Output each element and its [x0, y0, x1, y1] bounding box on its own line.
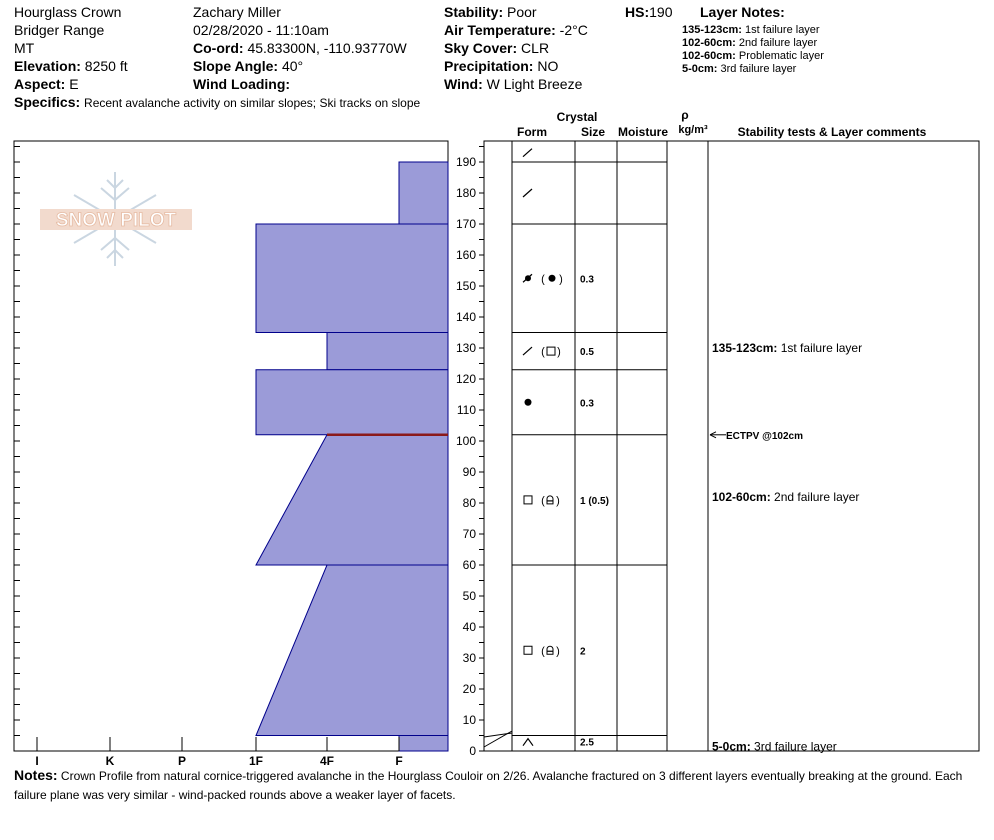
observer-name: Zachary Miller [193, 4, 281, 20]
symbol-square [524, 496, 532, 504]
symbol-square [547, 347, 555, 355]
size-value-2: 0.5 [580, 347, 594, 359]
air-temp-label: Air Temperature: [444, 22, 556, 38]
air-temp-value: -2°C [559, 22, 588, 38]
layer-comment-0 [712, 341, 862, 355]
depth-label-30: 30 [462, 651, 476, 665]
stability-label: Stability: [444, 4, 504, 20]
hardness-layer-1 [256, 224, 448, 333]
layer-comment-text: 3rd failure layer [754, 739, 837, 754]
layer-notes-title: Layer Notes: [700, 4, 785, 20]
hardness-layer-5 [256, 565, 448, 736]
depth-label-100: 100 [455, 434, 476, 448]
notes-section [14, 766, 984, 805]
depth-label-0: 0 [469, 744, 476, 758]
stability-tests-header: Stability tests & Layer comments [737, 125, 927, 139]
depth-axis [456, 141, 484, 758]
form-symbol-1 [523, 273, 563, 285]
moisture-header: Moisture [617, 125, 669, 139]
crystal-header: Crystal [556, 110, 598, 124]
layer-comment-range: 135-123cm: [712, 341, 781, 355]
hardness-label-F: F [395, 754, 403, 766]
elevation-label: Elevation: [14, 58, 81, 74]
hardness-layer-0 [399, 162, 448, 224]
elevation-value: 8250 ft [84, 58, 128, 74]
specifics-label: Specifics: [14, 94, 81, 110]
depth-label-170: 170 [455, 217, 476, 231]
symbol-paren-close: ) [556, 645, 560, 658]
coord-value: 45.83300N, -110.93770W [247, 40, 407, 56]
layer-note-3: 102-60cm: Problematic layer [682, 50, 824, 62]
notes-label: Notes: [14, 767, 58, 783]
range-name: Bridger Range [14, 22, 105, 38]
hardness-layer-6 [399, 736, 448, 752]
depth-label-50: 50 [462, 589, 476, 603]
location-name: Hourglass Crown [14, 4, 122, 20]
symbol-square [524, 646, 532, 654]
size-value-4: 1 (0.5) [580, 495, 609, 507]
hs-label: HS: [625, 4, 650, 20]
symbol-stroke [523, 189, 532, 197]
hardness-layer-4 [256, 435, 448, 565]
logo-text: SNOW PILOT [55, 210, 177, 231]
depth-label-160: 160 [455, 248, 476, 262]
stability-test-label-0: ECTPV @102cm [726, 430, 804, 442]
crystal-table [484, 141, 708, 751]
form-symbol-3 [525, 399, 532, 406]
wind-loading-label: Wind Loading: [193, 76, 291, 92]
aspect-label: Aspect: [14, 76, 66, 92]
aspect-value: E [69, 76, 79, 92]
symbol-stroke [523, 149, 532, 157]
depth-label-190: 190 [455, 155, 476, 169]
size-value-5: 2 [580, 646, 586, 658]
depth-label-150: 150 [455, 279, 476, 293]
layer-comment-1 [712, 490, 859, 504]
form-symbol-2 [523, 346, 561, 358]
depth-label-120: 120 [455, 372, 476, 386]
observation-datetime: 02/28/2020 - 11:10am [193, 22, 329, 38]
form-symbol-extra-1 [523, 189, 532, 197]
sky-value: CLR [521, 40, 550, 56]
density-unit-header: kg/m³ [678, 124, 708, 136]
stability-value: Poor [507, 4, 537, 20]
slope-label: Slope Angle: [193, 58, 279, 74]
form-symbol-5 [524, 645, 560, 657]
symbol-dot [549, 275, 556, 282]
form-symbol-4 [524, 495, 560, 507]
depth-label-10: 10 [462, 713, 476, 727]
layer-note-4: 5-0cm: 3rd failure layer [682, 63, 797, 75]
layer-comments [710, 341, 862, 753]
depth-label-110: 110 [456, 403, 476, 417]
layer-comment-range: 102-60cm: [712, 489, 775, 504]
hardness-layer-2 [327, 333, 448, 370]
hardness-label-P: P [177, 754, 187, 766]
symbol-dot [525, 275, 531, 281]
depth-label-20: 20 [462, 682, 476, 696]
state-name: MT [14, 40, 35, 56]
layer-note-1: 135-123cm: 1st failure layer [682, 24, 820, 36]
hardness-label-I: I [35, 754, 39, 766]
layer-comment-text: 1st failure layer [780, 341, 863, 355]
symbol-paren-close: ) [557, 346, 561, 359]
depth-label-40: 40 [462, 620, 476, 634]
symbol-dot [525, 399, 532, 406]
hardness-layer-3 [256, 370, 448, 435]
size-value-3: 0.3 [580, 398, 594, 410]
snowpilot-logo [40, 172, 192, 266]
hardness-label-1F: 1F [248, 754, 264, 766]
layer-comment-2 [712, 739, 837, 753]
layer-comment-text: 2nd failure layer [774, 489, 860, 504]
hardness-label-K: K [105, 754, 115, 766]
depth-label-180: 180 [455, 186, 476, 200]
wind-label: Wind: [444, 76, 483, 92]
symbol-paren-open: ( [541, 494, 545, 507]
specifics-value: Recent avalanche activity on similar slopes; Ski tracks on slope [84, 96, 421, 110]
symbol-paren-open: ( [541, 346, 545, 359]
depth-label-130: 130 [455, 341, 476, 355]
coord-label: Co-ord: [193, 40, 244, 56]
hardness-depth-ticks [14, 147, 20, 752]
size-header: Size [580, 125, 606, 139]
layer-connector [484, 731, 512, 747]
symbol-paren-open: ( [541, 273, 545, 286]
layer-comment-range: 5-0cm: [712, 739, 755, 754]
slope-value: 40° [281, 58, 304, 74]
symbol-facet [547, 496, 553, 504]
size-value-6: 2.5 [580, 737, 594, 749]
crystal-table-frame [484, 141, 708, 751]
form-symbol-extra-0 [523, 149, 532, 157]
hardness-label-4F: 4F [319, 754, 335, 766]
symbol-cup [523, 739, 533, 746]
symbol-stroke [523, 347, 532, 355]
rho-header: ρ [681, 108, 689, 122]
depth-label-90: 90 [462, 465, 476, 479]
wind-value: W Light Breeze [486, 76, 583, 92]
comments-frame [708, 141, 979, 754]
symbol-paren-close: ) [559, 273, 563, 286]
size-value-1: 0.3 [580, 274, 594, 286]
depth-label-70: 70 [462, 527, 476, 541]
hs-value: 190 [649, 4, 673, 20]
symbol-facet [547, 646, 553, 654]
sky-label: Sky Cover: [444, 40, 518, 56]
depth-label-140: 140 [455, 310, 476, 324]
notes-text: Crown Profile from natural cornice-triggered avalanche in the Hourglass Couloir on 2/26. Avalanche fractured on 3 different layers eventually breaking at the ground. Each failure plane was very similar - wind-packed rounds above a weaker layer of facets. [14, 769, 963, 802]
form-header: Form [517, 125, 547, 139]
layer-note-2: 102-60cm: 2nd failure layer [682, 37, 818, 49]
precip-value: NO [537, 58, 559, 74]
precip-label: Precipitation: [444, 58, 534, 74]
hardness-layers [256, 162, 448, 751]
symbol-paren-close: ) [556, 494, 560, 507]
symbol-paren-open: ( [541, 645, 545, 658]
form-symbol-6 [523, 739, 533, 746]
depth-label-60: 60 [462, 558, 476, 572]
depth-label-80: 80 [462, 496, 476, 510]
